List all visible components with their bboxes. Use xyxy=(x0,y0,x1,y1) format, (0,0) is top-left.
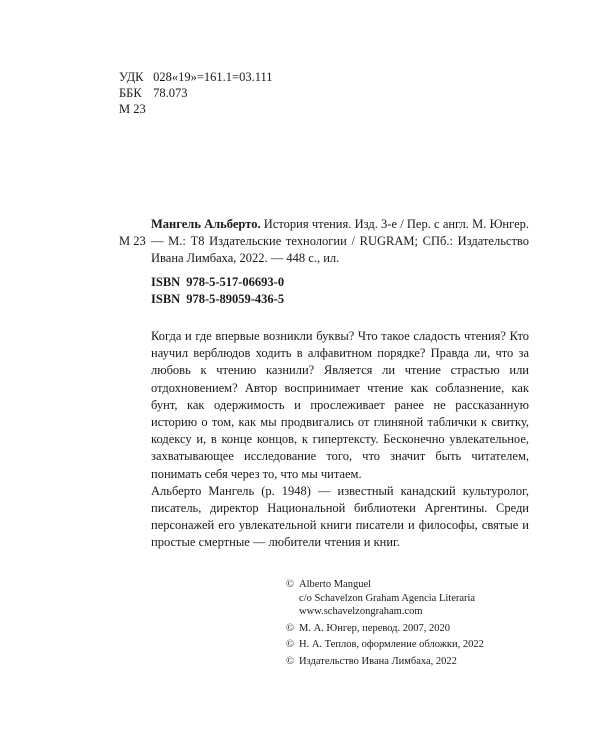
annotation-paragraph-1: Когда и где впервые возникли буквы? Что такое сладость чтения? Кто научил верблюдов ходить в алфавитном порядке? Правда ли, что за любовь к чтению казнили? Является ли чтение страстью или отдохновением? Автор воспринимает чтение как соблазнение, как бунт, как одержимость и прослеживает ранее не рассказанную историю о том, как мы продвигались от глиняной таблички к свитку, кодексу и, в конце концов, к гипертексту. Бесконечно увлекательное, захватывающее исследование того, что значит быть читателем, понимать себя через то, что мы читаем. xyxy=(151,329,529,481)
annotation-paragraph-2: Альберто Мангель (р. 1948) — известный канадский культуролог, писатель, директор Национальной библиотеки Аргентины. Среди персонажей его увлекательной книги писатели и философы, святые и простые смертные — любители чтения и книг. xyxy=(151,483,529,550)
isbn-row xyxy=(151,291,284,308)
isbn-label: ISBN xyxy=(151,292,181,306)
annotation xyxy=(151,328,529,552)
copyright-holder: Издательство Ивана Лимбаха, 2022 xyxy=(299,655,457,667)
isbn-value: 978-5-89059-436-5 xyxy=(186,292,285,306)
record-author: Мангель Альберто. xyxy=(151,217,261,231)
copyright-block xyxy=(286,578,484,668)
copyright-symbol: © xyxy=(286,622,294,634)
copyright-symbol: © xyxy=(286,639,294,650)
isbn-row xyxy=(151,274,284,291)
isbn-value: 978-5-517-06693-0 xyxy=(186,275,285,289)
record-author-code: М 23 xyxy=(119,234,146,248)
author-code-row xyxy=(119,101,273,117)
bbk-row xyxy=(119,85,273,101)
copyright-holder: Alberto Manguel xyxy=(299,579,372,590)
udk-row xyxy=(119,69,273,85)
copyright-holder: М. А. Юнгер, перевод. 2007, 2020 xyxy=(299,622,451,634)
copyright-symbol: © xyxy=(286,655,294,667)
copyright-line-cont: c/o Schavelzon Graham Agencia Literaria xyxy=(299,592,476,604)
record-text xyxy=(151,216,529,267)
bbk-value: 78.073 xyxy=(153,86,188,100)
bbk-label: ББК xyxy=(119,86,142,100)
copyright-line xyxy=(286,578,484,592)
author-code: М 23 xyxy=(119,102,146,116)
isbn-block xyxy=(151,274,284,308)
classification-codes xyxy=(119,69,273,117)
copyright-line xyxy=(286,655,484,669)
copyright-line xyxy=(286,622,484,636)
record-description: История чтения. Изд. 3-е / Пер. с англ. М. Юнгер. — М.: Т8 Издательские технологии / RUGRAM; СПб.: Издательство Ивана Лимбаха, 2022. — 448 с., ил. xyxy=(151,217,530,265)
copyright-line xyxy=(286,638,484,652)
isbn-label: ISBN xyxy=(151,275,181,289)
copyright-symbol: © xyxy=(286,579,294,590)
copyright-line-url: www.schavelzongraham.com xyxy=(299,606,423,617)
bibliographic-record xyxy=(119,216,529,267)
copyright-holder: Н. А. Теплов, оформление обложки, 2022 xyxy=(299,639,484,650)
udk-value: 028«19»=161.1=03.111 xyxy=(153,70,273,84)
udk-label: УДК xyxy=(119,70,144,84)
